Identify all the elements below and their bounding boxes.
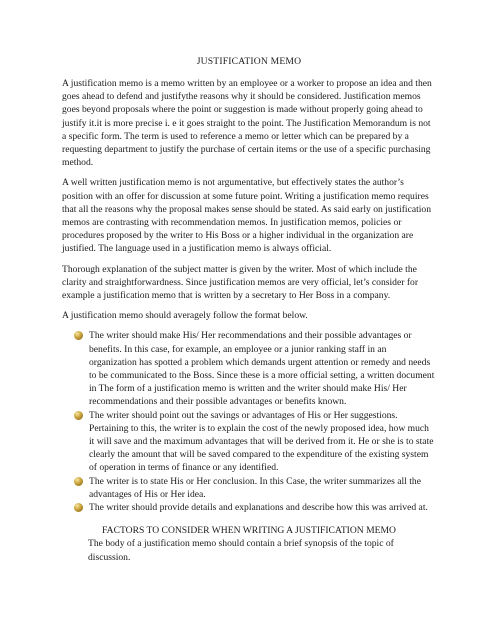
bullet-text: The writer should provide details and explanations and describe how this was arrived at. <box>89 502 428 514</box>
document-page <box>62 56 436 564</box>
bullet-item-conclusion <box>74 475 436 501</box>
paragraph-definition: A justification memo is a memo written by an employee or a worker to propose an idea and then goes ahead to defend and justifythe reasons why it should be considered. Justification memos goes beyond proposals where the point or suggestion is made without properly going ahead to justify it.it is more precise i. e it goes straight to the point. The Justification Memorandum is not a specific form. The term is used to reference a memo or letter which can be prepared by a requesting department to justify the purchase of certain items or the use of a specific purchasing method. <box>62 78 432 169</box>
paragraph-explanation: Thorough explanation of the subject matter is given by the writer. Most of which include the clarity and straightforwardness. Since justification memos are very official, let’s consider for example a justification memo that is written by a secretary to Her Boss in a company. <box>62 263 419 302</box>
gold-orb-bullet-icon <box>74 477 83 486</box>
bullet-item-details <box>74 501 436 514</box>
format-bullet-list <box>62 329 436 514</box>
document-title: JUSTIFICATION MEMO <box>196 56 302 67</box>
gold-orb-bullet-icon <box>74 411 83 420</box>
bullet-text: The writer should point out the savings or advantages of His or Her suggestions. Pertaining to this, the writer is to explain the cost of the newly proposed idea, how much it will save and the maximum advantages that will be derived from it. He or she is to state clearly the amount that will be saved compared to the expenditure of the existing system of operation in terms of finance or any identified. <box>89 409 434 474</box>
section-body-text: The body of a justification memo should contain a brief synopsis of the topic of discussion. <box>88 538 394 563</box>
bullet-text: The writer is to state His or Her conclusion. In this Case, the writer summarizes all the advantages of His or Her idea. <box>89 475 421 500</box>
bullet-text: The writer should make His/ Her recommendations and their possible advantages or benefits. In this case, for example, an employee or a junior ranking staff in an organization has spotted a problem which demands urgent attention or remedy and needs to be communicated to the Boss. Since these is a more official setting, a written document in The form of a justification memo is written and the writer should make His/ Her recommendations and their possible advantages or benefits known. <box>89 330 435 408</box>
paragraph-format-intro: A justification memo should averagely follow the format below. <box>62 310 308 322</box>
gold-orb-bullet-icon <box>74 331 83 340</box>
paragraph-well-written: A well written justification memo is not argumentative, but effectively states the author’s position with an offer for discussion at some future point. Writing a justification memo requires that all the reasons why the proposal makes sense should be stated. As said early on justification memos are contrasting with recommendation memos. In justification memos, policies or procedures proposed by the writer to His Boss or a higher individual in the organization are justified. The language used in a justification memo is always official. <box>62 177 432 255</box>
gold-orb-bullet-icon <box>74 503 83 512</box>
bullet-item-recommendations <box>74 329 436 408</box>
section-heading-factors: FACTORS TO CONSIDER WHEN WRITING A JUSTIFICATION MEMO <box>102 525 396 537</box>
bullet-item-savings <box>74 409 436 475</box>
